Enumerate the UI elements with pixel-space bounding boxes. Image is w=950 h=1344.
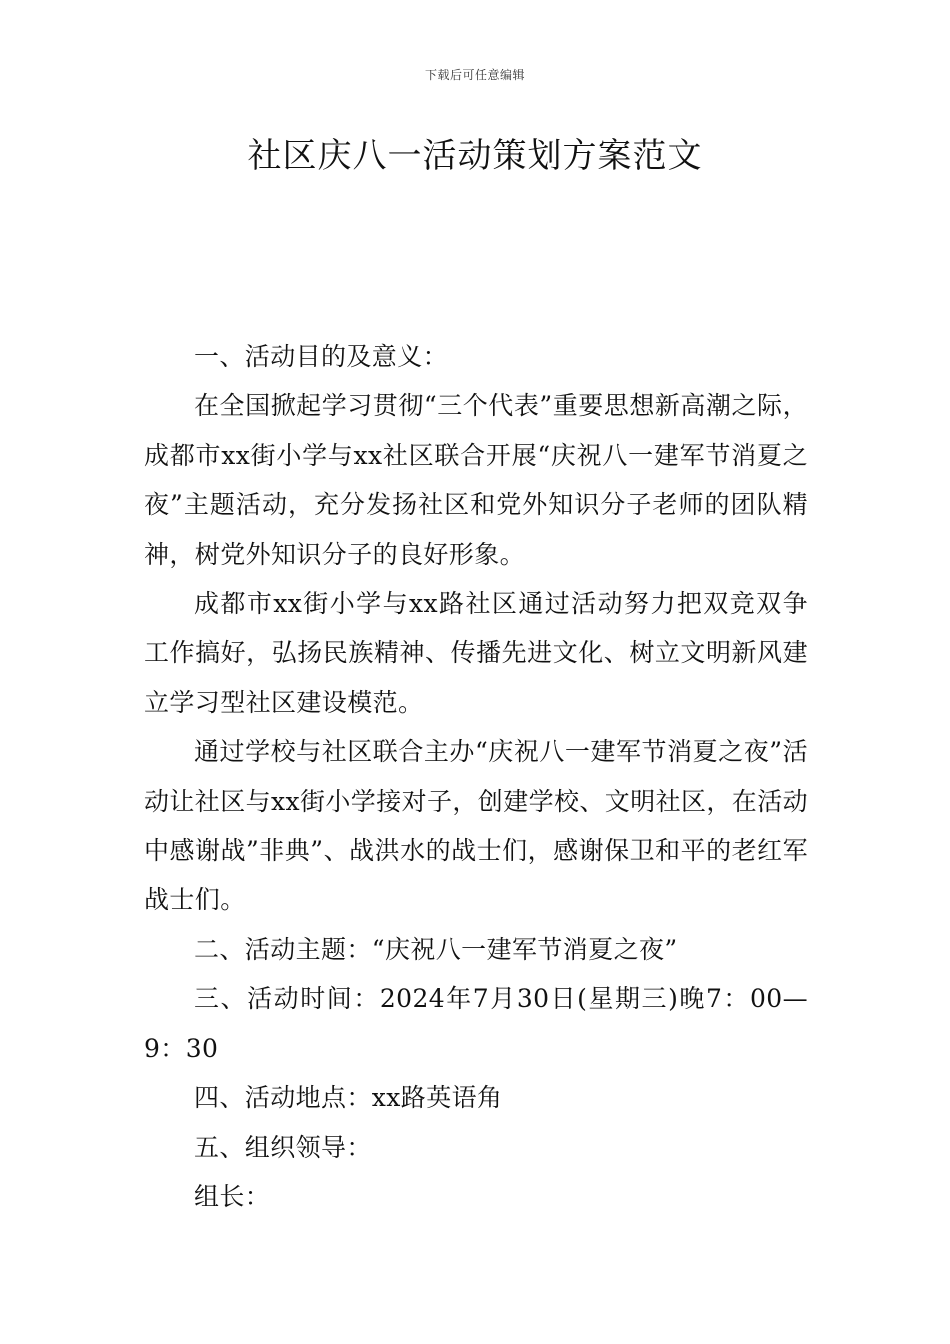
paragraph-organization: 五、组织领导： xyxy=(194,1132,372,1162)
paragraph-purpose-3: 通过学校与社区联合主办“庆祝八一建军节消夏之夜”活动让社区与xx街小学接对子，创建学校、文明社区，在活动中感谢战”非典”、战洪水的战士们，感谢保卫和平的老红军战士们。 xyxy=(144,737,809,915)
document-body xyxy=(144,332,808,1221)
paragraph-leader: 组长： xyxy=(194,1181,271,1211)
paragraph-purpose-1: 在全国掀起学习贯彻“三个代表”重要思想新高潮之际，成都市xx街小学与xx社区联合开展“庆祝八一建军节消夏之夜”主题活动，充分发扬社区和党外知识分子老师的团队精神，树党外知识分子的良好形象。 xyxy=(144,391,808,569)
paragraph-section-1-heading: 一、活动目的及意义： xyxy=(194,342,449,371)
paragraph-location: 四、活动地点：xx路英语角 xyxy=(194,1083,503,1113)
document-title: 社区庆八一活动策划方案范文 xyxy=(247,136,703,176)
header-note: 下载后可任意编辑 xyxy=(424,68,525,82)
paragraph-purpose-2: 成都市xx街小学与xx路社区通过活动努力把双竞双争工作搞好，弘扬民族精神、传播先进文化、树立文明新风建立学习型社区建设模范。 xyxy=(144,589,808,717)
paragraph-theme: 二、活动主题：“庆祝八一建军节消夏之夜” xyxy=(194,934,678,964)
paragraph-time: 三、活动时间：2024年7月30日(星期三)晚7：00—9：30 xyxy=(144,984,808,1063)
